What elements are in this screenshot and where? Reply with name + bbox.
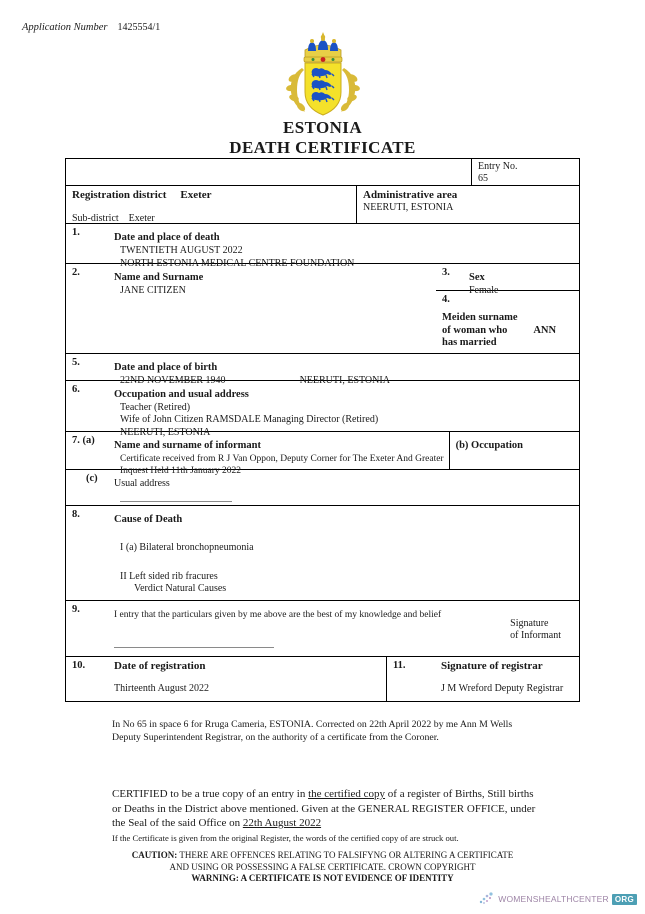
field-11-number: 11. — [393, 659, 406, 671]
maiden-surname-body — [442, 312, 556, 350]
usual-address-write-line[interactable] — [120, 500, 232, 502]
field-7a-number: 7. (a) — [72, 434, 95, 446]
occupation-address-cell — [66, 381, 579, 438]
field-1-number: 1. — [72, 227, 80, 238]
crest-container — [0, 28, 645, 118]
usual-address-cell — [66, 470, 579, 505]
maiden-label-line2-wrap — [442, 325, 556, 338]
table-row-birth — [66, 354, 579, 386]
field-7b-label: (b) Occupation — [455, 439, 523, 451]
watermark-text: WOMENSHEALTHCENTER — [498, 894, 609, 904]
caution-line-2: AND USING OR POSSESSING A FALSE CERTIFICATE. CROWN COPYRIGHT — [169, 861, 476, 872]
maiden-surname-value: ANN — [533, 324, 557, 336]
registration-district-label: Registration district — [72, 189, 167, 201]
date-place-of-birth-cell — [66, 354, 579, 386]
maiden-label-line3: has married — [442, 337, 497, 348]
administrative-area-label: Administrative area — [363, 189, 458, 201]
caution-line-1 — [0, 850, 645, 862]
field-10-header-row — [72, 660, 381, 672]
field-7c-label: Usual address — [114, 477, 170, 489]
table-row-declaration — [66, 601, 579, 657]
cause-line-3: Verdict Natural Causes — [134, 582, 227, 594]
sex-maiden-group — [436, 264, 579, 353]
registration-district-line — [72, 189, 351, 201]
estonia-coat-of-arms-icon — [275, 28, 371, 118]
certified-underlined-phrase: the certified copy — [308, 788, 386, 800]
administrative-area-cell — [356, 186, 579, 223]
cause-of-death-cell — [66, 506, 579, 600]
informant-name-cell — [66, 432, 449, 476]
table-row-cause-of-death — [66, 506, 579, 601]
certified-part2: of a register of Births, Still births or Deaths in the District above mentioned. Given at the GENERAL REGISTER OFFICE, under the Seal of the said Office on — [112, 788, 536, 829]
field-7c-number: (c) — [86, 472, 98, 484]
table-row-registration-signature — [66, 657, 579, 701]
table-row-name — [66, 264, 579, 354]
informant-line1: Certificate received from R J Van Oppon, Deputy Corner for The Exeter And Greater — [120, 453, 444, 464]
declaration-cell — [66, 601, 579, 656]
title-block — [0, 118, 645, 158]
field-2-number: 2. — [72, 267, 80, 278]
entry-blank-cell — [66, 159, 471, 185]
certificate-table — [65, 158, 580, 702]
signature-label-line1: Signature — [510, 617, 549, 629]
field-9-number: 9. — [72, 603, 80, 615]
cause-line-2: II Left sided rib fracures — [120, 570, 218, 582]
field-4-number: 4. — [442, 294, 450, 305]
caution-block — [0, 850, 645, 885]
table-row-death — [66, 224, 579, 269]
field-5-number: 5. — [72, 356, 80, 368]
watermark-badge: ORG — [612, 894, 637, 905]
sex-value: Female — [469, 285, 499, 296]
informant-occupation-cell — [449, 432, 579, 469]
field-2-label: Name and Surname — [114, 272, 204, 283]
administrative-area-value: NEERUTI, ESTONIA — [363, 202, 454, 213]
registration-district-cell — [66, 186, 356, 223]
field-1-label: Date and place of death — [114, 232, 220, 243]
maiden-surname-cell — [436, 291, 579, 353]
date-of-registration-value: Thirteenth August 2022 — [114, 682, 209, 694]
occupation-line2: Wife of John Citizen RAMSDALE Managing Director (Retired) — [120, 414, 379, 425]
signature-of-informant-label — [510, 618, 561, 643]
certified-note: If the Certificate is given from the original Register, the words of the certified copy of are struck out. — [112, 832, 459, 843]
warning-line: WARNING: A CERTIFICATE IS NOT EVIDENCE OF IDENTITY — [191, 873, 454, 883]
field-8-label: Cause of Death — [114, 513, 183, 525]
occupation-line1: Teacher (Retired) — [120, 401, 191, 413]
field-11-header-row — [393, 660, 574, 672]
subdistrict-line — [72, 213, 351, 224]
cause-line-1: I (a) Bilateral bronchopneumonia — [120, 541, 254, 553]
certified-part1: CERTIFIED to be a true copy of an entry in — [112, 788, 309, 800]
application-number-value: 1425554/1 — [117, 22, 161, 33]
birth-date-value: 22ND NOVEMBER 1940 — [120, 374, 226, 386]
entry-number-value: 65 — [478, 172, 488, 184]
table-row-usual-address — [66, 470, 579, 506]
death-place-value: NORTH ESTONIA MEDICAL CENTRE FOUNDATION — [120, 257, 355, 269]
informant-line2: Inquest Held 11th January 2022 — [120, 466, 242, 476]
registrar-signature-cell — [386, 657, 579, 701]
field-6-label: Occupation and usual address — [114, 388, 249, 400]
application-number-label: Application Number — [22, 22, 108, 33]
name-surname-cell — [66, 264, 436, 353]
subdistrict-value: Exeter — [128, 213, 155, 224]
watermark — [479, 892, 637, 906]
field-5-label: Date and place of birth — [114, 361, 218, 373]
table-row-occupation — [66, 381, 579, 438]
field-10-label: Date of registration — [114, 659, 206, 672]
table-row-registration — [66, 186, 579, 224]
declaration-text: I entry that the particulars given by me above are the best of my knowledge and belief — [114, 609, 442, 620]
death-date-value: TWENTIETH AUGUST 2022 — [120, 245, 243, 256]
date-of-registration-cell — [66, 657, 386, 701]
subdistrict-label: Sub-district — [72, 213, 119, 224]
page-title-document: DEATH CERTIFICATE — [229, 138, 416, 157]
date-place-of-death-cell — [66, 224, 579, 269]
certified-date: 22th August 2022 — [242, 817, 322, 829]
table-row-entry — [66, 159, 579, 186]
name-surname-value: JANE CITIZEN — [120, 285, 186, 296]
field-11-label: Signature of registrar — [441, 659, 543, 672]
entry-number-cell — [471, 159, 579, 185]
field-3-label: Sex — [469, 272, 485, 283]
certified-paragraph — [112, 787, 537, 844]
caution-text-1: THERE ARE OFFENCES RELATING TO FALSIFYNG OR ALTERING A CERTIFICATE — [177, 850, 514, 860]
field-6-number: 6. — [72, 383, 80, 395]
birth-place-value: NEERUTI, ESTONIA — [299, 374, 390, 386]
occupation-line3: NEERUTI, ESTONIA — [120, 426, 211, 438]
registration-district-value: Exeter — [180, 189, 212, 201]
maiden-label-line1: Meiden surname — [442, 312, 518, 323]
table-row-informant — [66, 432, 579, 476]
sparkle-dots-icon — [479, 892, 495, 906]
maiden-label-line2: of woman who — [442, 324, 508, 336]
field-7a-label: Name and surname of informant — [114, 439, 261, 451]
page-title-country: ESTONIA — [282, 118, 363, 137]
registrar-signature-value: J M Wreford Deputy Registrar — [441, 682, 564, 694]
field-8-number: 8. — [72, 508, 80, 520]
field-3-number: 3. — [442, 267, 450, 278]
correction-note: In No 65 in space 6 for Rruga Cameria, ESTONIA. Corrected on 22th April 2022 by me Ann M Wells Deputy Superintendent Registrar, on the authority of a certificate from the Coroner. — [112, 719, 513, 743]
signature-label-line2: of Informant — [510, 630, 561, 641]
field-10-number: 10. — [72, 659, 86, 671]
informant-signature-line[interactable] — [114, 646, 274, 648]
caution-label: CAUTION: — [131, 850, 178, 860]
entry-number-label: Entry No. — [478, 161, 518, 172]
